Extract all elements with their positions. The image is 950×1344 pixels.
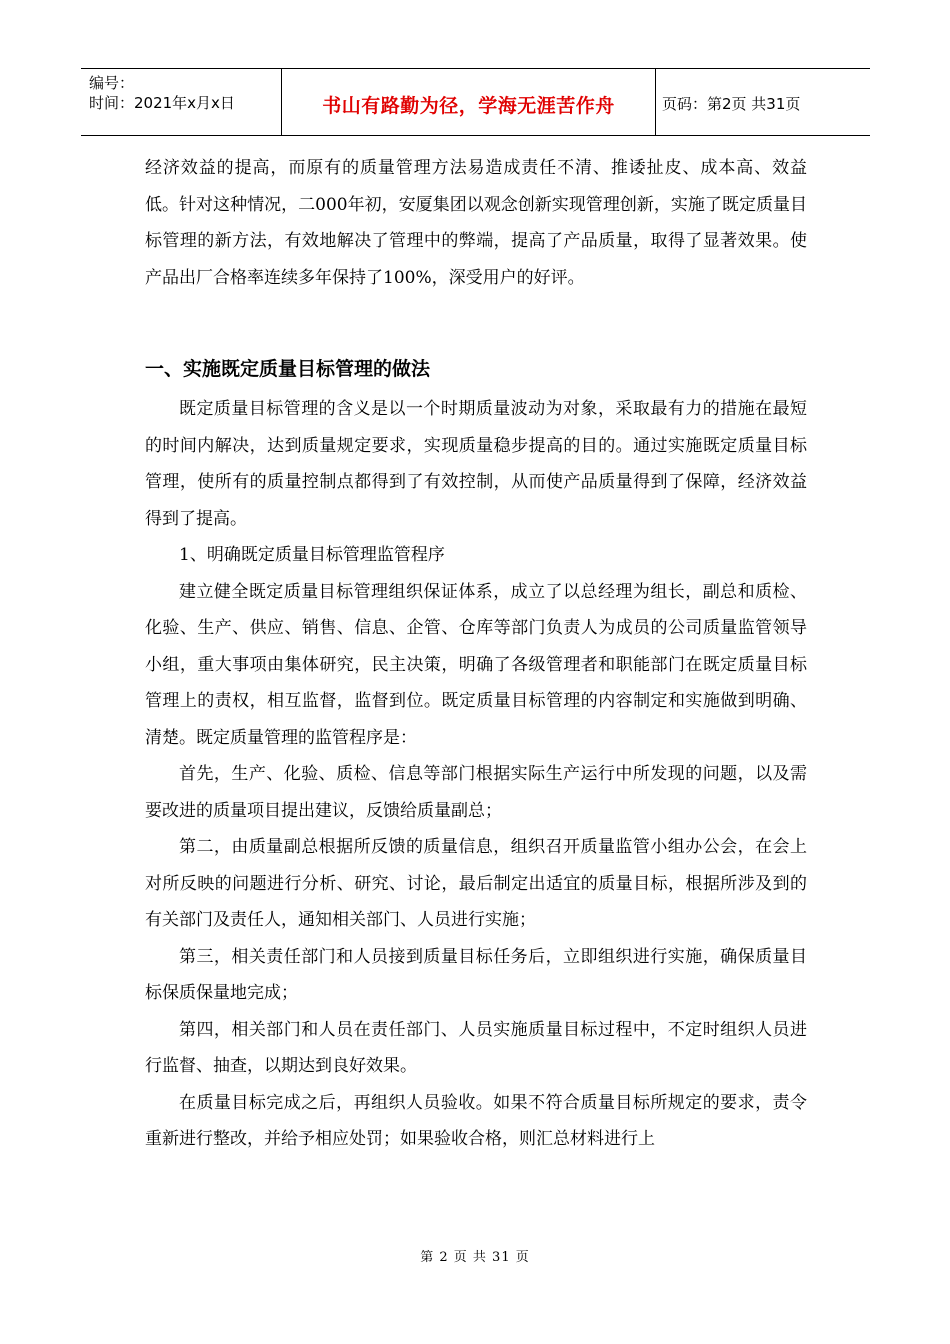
acceptance-paragraph: 在质量目标完成之后，再组织人员验收。如果不符合质量目标所规定的要求，责令重新进行整改，并给予相应处罚；如果验收合格，则汇总材料进行上 [145, 1092, 807, 1149]
document-date: 时间：2021年x月x日 [89, 94, 235, 112]
step-fourth-paragraph: 第四，相关部门和人员在责任部门、人员实施质量目标过程中，不定时组织人员进行监督、抽查，以期达到良好效果。 [145, 1019, 807, 1076]
step-third-paragraph: 第三，相关责任部门和人员接到质量目标任务后，立即组织进行实施，确保质量目标保质保量地完成； [145, 946, 807, 1003]
page-footer: 第 2 页 共 31 页 [420, 1250, 530, 1265]
header-motto: 书山有路勤为径，学海无涯苦作舟 [282, 69, 656, 135]
subsection-title: 1、明确既定质量目标管理监管程序 [179, 545, 445, 565]
header-page-info: 页码：第2页 共31页 [662, 94, 801, 113]
organization-paragraph: 建立健全既定质量目标管理组织保证体系，成立了以总经理为组长，副总和质检、化验、生产、供应、销售、信息、企管、仓库等部门负责人为成员的公司质量监管领导小组，重大事项由集体研究，民主决策，明确了各级管理者和职能部门在既定质量目标管理上的责权，相互监督，监督到位。既定质量目标管理的内容制定和实施做到明确、清楚。既定质量管理的监管程序是： [145, 581, 807, 748]
step-first-paragraph: 首先，生产、化验、质检、信息等部门根据实际生产运行中所发现的问题，以及需要改进的质量项目提出建议，反馈给质量副总； [145, 764, 807, 821]
document-number-label: 编号： [89, 74, 135, 92]
intro-paragraph: 经济效益的提高，而原有的质量管理方法易造成责任不清、推诿扯皮、成本高、效益低。针对这种情况，二000年初，安厦集团以观念创新实现管理创新，实施了既定质量目标管理的新方法，有效地解决了管理中的弊端，提高了产品质量，取得了显著效果。使产品出厂合格率连续多年保持了100%，深受用户的好评。 [145, 158, 807, 288]
definition-paragraph: 既定质量目标管理的含义是以一个时期质量波动为对象，采取最有力的措施在最短的时间内解决，达到质量规定要求，实现质量稳步提高的目的。通过实施既定质量目标管理，使所有的质量控制点都得到了有效控制，从而使产品质量得到了保障，经济效益得到了提高。 [145, 399, 807, 529]
header-meta-cell [81, 69, 282, 135]
page-header [81, 68, 870, 136]
step-second-paragraph: 第二，由质量副总根据所反馈的质量信息，组织召开质量监管小组办公会，在会上对所反映的问题进行分析、研究、讨论，最后制定出适宜的质量目标，根据所涉及到的有关部门及责任人，通知相关部门、人员进行实施； [145, 837, 807, 930]
section-heading: 一、实施既定质量目标管理的做法 [145, 358, 431, 380]
document-body [145, 150, 807, 1158]
